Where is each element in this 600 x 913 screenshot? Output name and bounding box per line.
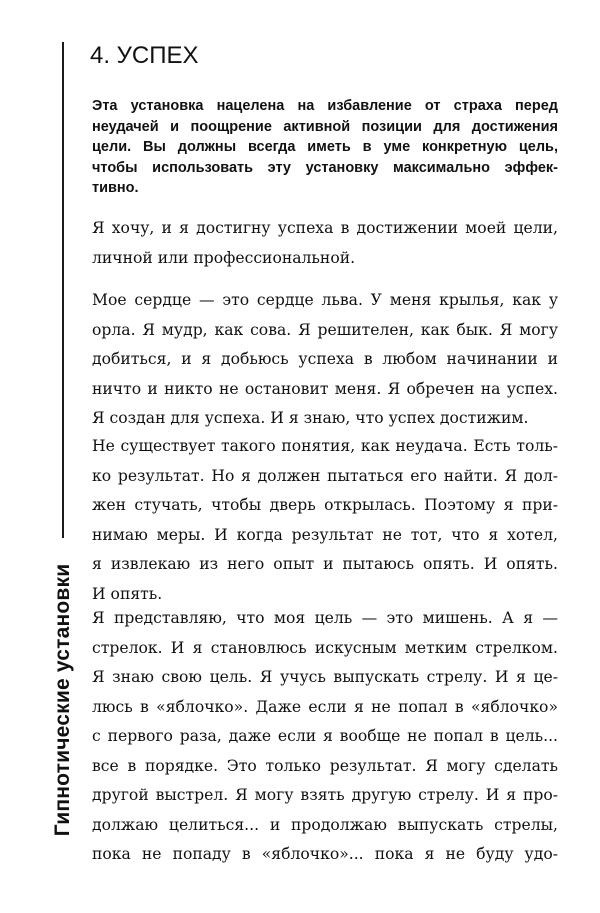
text-line: должаю целиться... и продолжаю выпускать стрелы, <box>92 815 558 834</box>
text-line: ко результат. Но я должен пытаться его найти. Я дол- <box>92 466 558 485</box>
text-line: все в порядке. Это только результат. Я могу сделать <box>92 756 558 775</box>
intro-paragraph <box>92 96 558 199</box>
intro-line: Эта установка нацелена на избавление от страха перед <box>92 98 558 114</box>
text-line: Я хочу, и я достигну успеха в достижении моей цели, <box>92 219 558 237</box>
text-line: И опять. <box>92 584 163 603</box>
text-line: Мое сердце — это сердце льва. У меня крылья, как у <box>92 291 558 309</box>
body-paragraph-2 <box>92 286 558 434</box>
text-line: Я представляю, что моя цель — это мишень. А я — <box>92 609 558 627</box>
body-paragraph-1 <box>92 214 558 273</box>
text-line: ничто и никто не остановит меня. Я обречен на успех. <box>92 379 558 398</box>
text-line: люсь в «яблочко». Даже если я не попал в «яблочко» <box>92 697 558 716</box>
text-line: с первого раза, даже если я вообще не попал в цель... <box>92 727 558 745</box>
sidebar-rule <box>62 42 64 538</box>
intro-line: чтобы использовать эту установку максимально эффек- <box>92 159 558 176</box>
text-line: личной или профессиональной. <box>92 248 356 267</box>
body-paragraph-4 <box>92 604 558 870</box>
body-paragraph-3 <box>92 432 558 609</box>
text-line: пока не попаду в «яблочко»... пока я не буду удо- <box>92 845 558 863</box>
text-line: Не существует такого понятия, как неудача. Есть толь- <box>92 437 558 455</box>
intro-line: тивно. <box>92 180 139 196</box>
intro-line: цели. Вы должны всегда иметь в уме конкретную цель, <box>92 139 558 155</box>
intro-line: неудачей и поощрение активной позиции для достижения <box>92 118 558 135</box>
text-line: добиться, и я добьюсь успеха в любом начинании и <box>92 350 558 368</box>
text-line: другой выстрел. Я могу взять другую стрелу. И я про- <box>92 786 558 804</box>
text-line: Я создан для успеха. И я знаю, что успех достижим. <box>92 409 529 427</box>
text-line: нимаю меры. И когда результат не тот, что я хотел, <box>92 525 558 544</box>
text-line: жен стучать, чтобы дверь открылась. Поэтому я при- <box>92 496 558 514</box>
running-head-text: Гипнотические установки <box>51 563 74 837</box>
text-line: стрелок. И я становлюсь искусным метким стрелком. <box>92 638 558 657</box>
text-line: орла. Я мудр, как сова. Я решителен, как бык. Я могу <box>92 320 558 339</box>
text-line: Я знаю свою цель. Я учусь выпускать стрелу. И я це- <box>92 668 558 686</box>
section-heading: 4. УСПЕХ <box>90 42 199 69</box>
text-line: я извлекаю из него опыт и пытаюсь опять. И опять. <box>92 555 558 573</box>
